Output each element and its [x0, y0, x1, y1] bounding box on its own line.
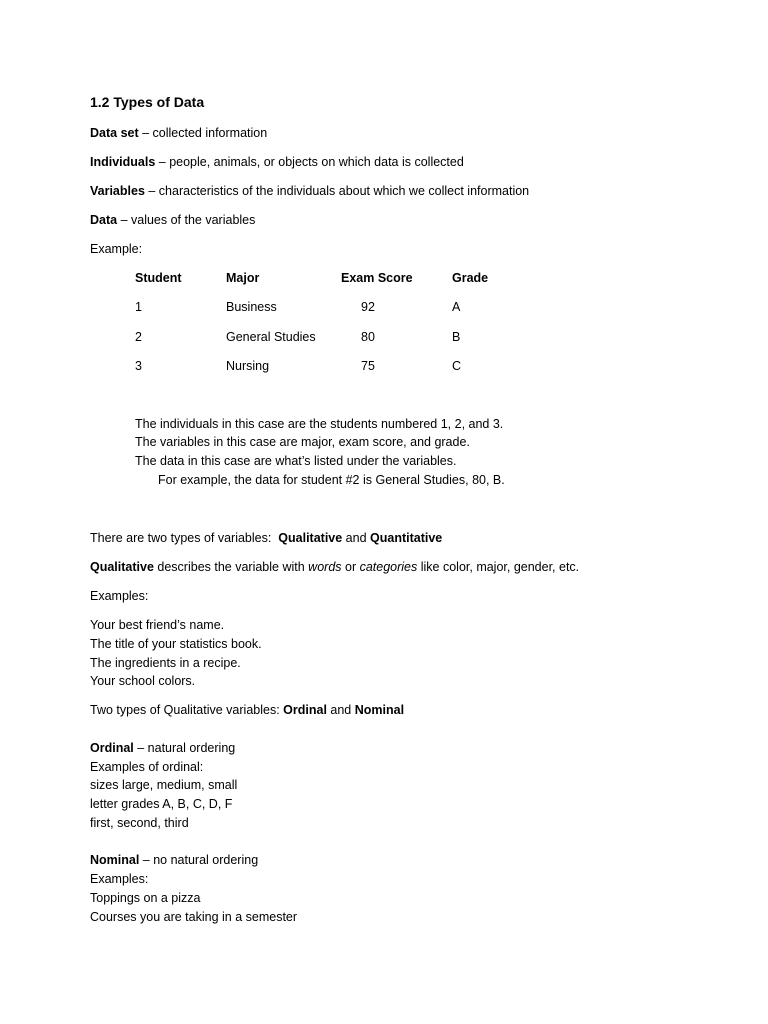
- explanation-line: The data in this case are what’s listed under the variables.: [135, 454, 457, 468]
- ordinal-term: Ordinal: [90, 741, 134, 755]
- table-cell-student: 3: [135, 359, 142, 373]
- definition-text: – values of the variables: [117, 213, 256, 227]
- qualitative-example: The title of your statistics book.: [90, 637, 262, 651]
- definition-term: Individuals: [90, 155, 156, 169]
- ordinal-line: first, second, third: [90, 816, 189, 830]
- ordinal-text: – natural ordering: [133, 741, 236, 755]
- table-header-student: Student: [135, 271, 182, 285]
- ordinal-line: Examples of ordinal:: [90, 760, 204, 774]
- explanation-line: For example, the data for student #2 is General Studies, 80, B.: [158, 473, 505, 487]
- qualitative-example: Your school colors.: [90, 674, 196, 688]
- nominal-line: Toppings on a pizza: [90, 891, 201, 905]
- definition-individuals: [90, 154, 464, 170]
- qualitative-definition: [90, 559, 579, 575]
- table-cell-grade: A: [452, 300, 461, 314]
- definition-data: [90, 212, 255, 228]
- definition-data-set: [90, 125, 267, 141]
- qualitative-def-or: or: [341, 560, 360, 574]
- two-types-prefix: There are two types of variables:: [90, 531, 279, 545]
- nominal-line: Courses you are taking in a semester: [90, 910, 298, 924]
- table-cell-major: Business: [226, 300, 277, 314]
- qualitative-example: Your best friend’s name.: [90, 618, 225, 632]
- nominal-term: Nominal: [354, 703, 405, 717]
- definition-text: – people, animals, or objects on which data is collected: [155, 155, 464, 169]
- qualitative-term: Qualitative: [278, 531, 343, 545]
- table-cell-grade: B: [452, 330, 461, 344]
- explanation-line: The variables in this case are major, exam score, and grade.: [135, 435, 470, 449]
- two-types-sentence: [90, 530, 442, 546]
- definition-text: – characteristics of the individuals about which we collect information: [144, 184, 530, 198]
- ordinal-line: sizes large, medium, small: [90, 778, 238, 792]
- table-cell-exam-score: 80: [361, 330, 375, 344]
- ordinal-line: letter grades A, B, C, D, F: [90, 797, 233, 811]
- definition-term: Data: [90, 213, 118, 227]
- definition-term: Variables: [90, 184, 145, 198]
- qualitative-types-sentence: [90, 702, 404, 718]
- table-cell-exam-score: 92: [361, 300, 375, 314]
- qualitative-term: Qualitative: [90, 560, 154, 574]
- ordinal-term: Ordinal: [283, 703, 327, 717]
- examples-label: Examples:: [90, 589, 149, 603]
- table-cell-student: 1: [135, 300, 142, 314]
- ordinal-definition: [90, 740, 235, 756]
- table-cell-major: Nursing: [226, 359, 270, 373]
- qualitative-def-part: describes the variable with: [153, 560, 309, 574]
- table-header-exam-score: Exam Score: [341, 271, 413, 285]
- two-types-and: and: [342, 531, 371, 545]
- table-cell-exam-score: 75: [361, 359, 375, 373]
- table-cell-major: General Studies: [226, 330, 316, 344]
- table-cell-student: 2: [135, 330, 142, 344]
- qualitative-example: The ingredients in a recipe.: [90, 656, 241, 670]
- qualitative-def-categories: categories: [359, 560, 418, 574]
- nominal-term: Nominal: [90, 853, 140, 867]
- definition-variables: [90, 183, 529, 199]
- qualitative-def-part: like color, major, gender, etc.: [417, 560, 580, 574]
- table-header-grade: Grade: [452, 271, 489, 285]
- qual-types-and: and: [326, 703, 355, 717]
- definition-term: Data set: [90, 126, 139, 140]
- definition-text: – collected information: [138, 126, 268, 140]
- quantitative-term: Quantitative: [370, 531, 443, 545]
- table-cell-grade: C: [452, 359, 462, 373]
- qual-types-prefix: Two types of Qualitative variables:: [90, 703, 284, 717]
- nominal-line: Examples:: [90, 872, 149, 886]
- page-title: 1.2 Types of Data: [90, 94, 205, 110]
- nominal-definition: [90, 852, 258, 868]
- nominal-text: – no natural ordering: [139, 853, 259, 867]
- example-label: Example:: [90, 242, 143, 256]
- explanation-line: The individuals in this case are the students numbered 1, 2, and 3.: [135, 417, 504, 431]
- qualitative-def-words: words: [308, 560, 342, 574]
- table-header-major: Major: [226, 271, 260, 285]
